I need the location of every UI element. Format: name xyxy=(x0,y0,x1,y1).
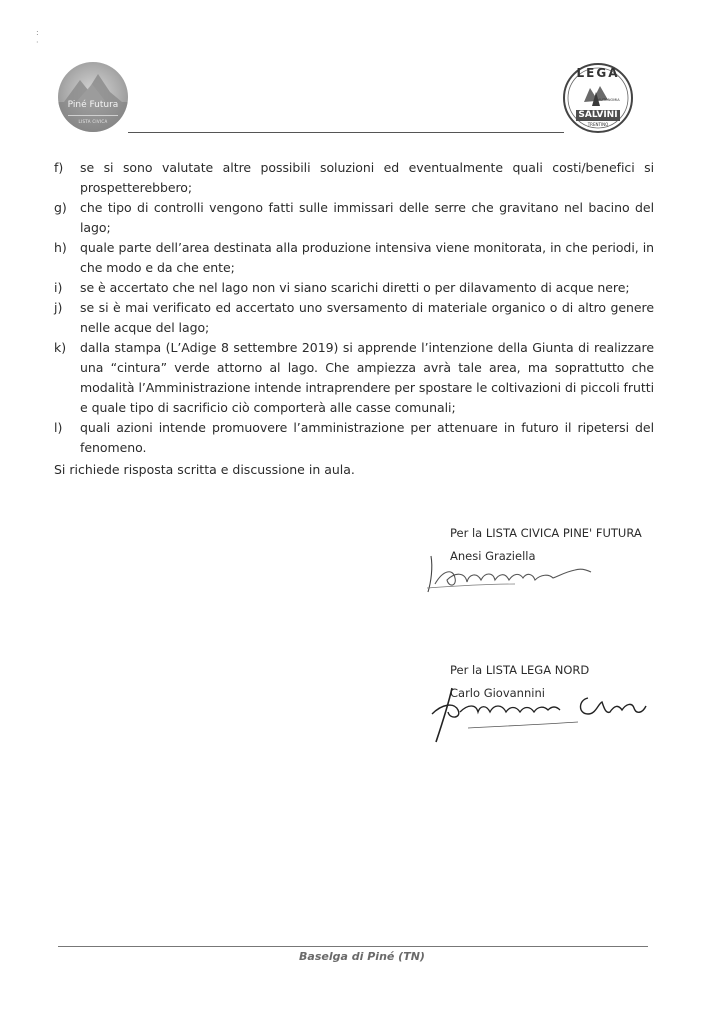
item-text: se si sono valutate altre possibili soluzioni ed eventualmente quali costi/benefici si prospetterebbero; xyxy=(80,160,654,195)
list-item xyxy=(54,158,654,198)
left-logo-text: Piné Futura xyxy=(67,100,119,110)
item-marker: l) xyxy=(54,420,63,435)
item-text: dalla stampa (L’Adige 8 settembre 2019) si apprende l’intenzione della Giunta di realizzare una “cintura” verde attorno al lago. Che ampiezza avrà tale area, ma soprattutto che modalità l’Amministrazione intende intraprendere per spostare le coltivazioni di piccoli frutti e quale tipo di sacrificio ciò comporterà alle casse comunali; xyxy=(80,340,654,415)
item-text: quali azioni intende promuovere l’amministrazione per attenuare in futuro il ripetersi del fenomeno. xyxy=(80,420,654,455)
lega-logo-middle-text: AUTONOMIA xyxy=(598,98,620,102)
item-text: se si è mai verificato ed accertato uno sversamento di materiale organico o di altro genere nelle acque del lago; xyxy=(80,300,654,335)
footer-location: Baselga di Piné (TN) xyxy=(299,950,425,963)
list-item xyxy=(54,298,654,338)
list-item xyxy=(54,338,654,418)
list-item xyxy=(54,238,654,278)
item-marker: h) xyxy=(54,240,67,255)
list-item xyxy=(54,198,654,238)
item-marker: f) xyxy=(54,160,64,175)
item-marker: g) xyxy=(54,200,67,215)
signatory-2-name: Carlo Giovannini xyxy=(450,686,545,700)
item-text: se è accertato che nel lago non vi siano scarichi diretti o per dilavamento di acque nere; xyxy=(80,280,630,295)
header-divider xyxy=(128,132,564,133)
lega-salvini-logo xyxy=(562,62,634,134)
request-paragraph: Si richiede risposta scritta e discussione in aula. xyxy=(54,462,355,477)
lega-logo-top-text: LEGA xyxy=(576,66,620,80)
lega-logo-foot-text: TRENTINO xyxy=(587,122,609,127)
item-text: quale parte dell’area destinata alla produzione intensiva viene monitorata, in che periodi, in che modo e da che ente; xyxy=(80,240,654,275)
signature-2-icon xyxy=(428,684,688,746)
signatory-1-name: Anesi Graziella xyxy=(450,549,536,563)
item-text: che tipo di controlli vengono fatti sulle immissari delle serre che gravitano nel bacino del lago; xyxy=(80,200,654,235)
scan-marks: : · xyxy=(36,28,39,47)
item-marker: i) xyxy=(54,280,63,295)
signatory-2-title: Per la LISTA LEGA NORD xyxy=(450,663,590,677)
pine-futura-logo xyxy=(58,62,128,132)
left-logo-subtext: LISTA CIVICA xyxy=(78,119,108,124)
footer-divider xyxy=(58,946,648,947)
signature-1-icon xyxy=(425,548,595,598)
item-marker: k) xyxy=(54,340,67,355)
list-item xyxy=(54,278,654,298)
question-list xyxy=(54,158,654,458)
item-marker: j) xyxy=(54,300,63,315)
lega-logo-bottom-text: SALVINI xyxy=(578,110,618,120)
list-item xyxy=(54,418,654,458)
signatory-1-title: Per la LISTA CIVICA PINE' FUTURA xyxy=(450,526,642,540)
